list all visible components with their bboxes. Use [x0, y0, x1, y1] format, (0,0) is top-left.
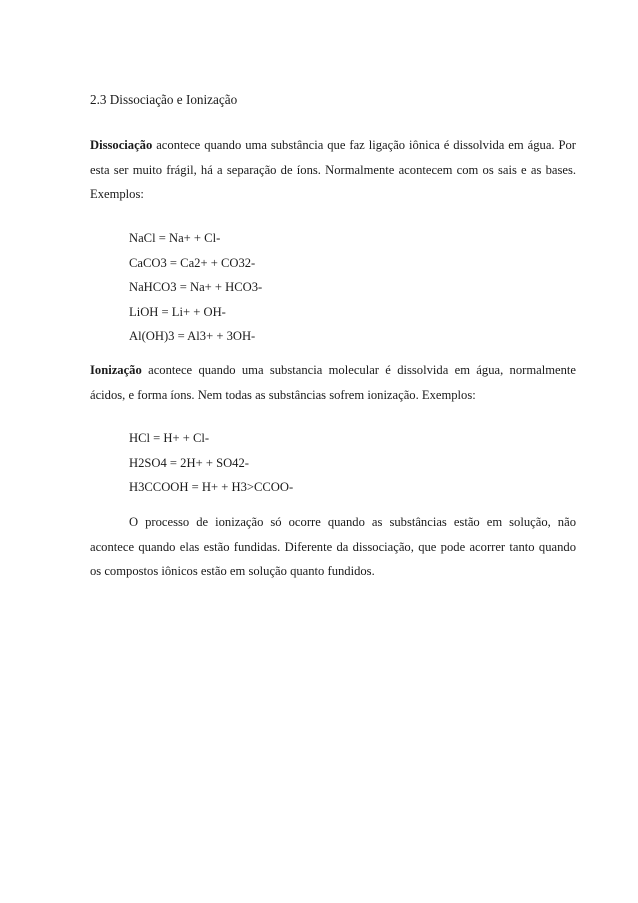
dissociacao-paragraph [90, 133, 576, 207]
ionizacao-text: acontece quando uma substancia molecular é dissolvida em água, normalmente ácidos, e forma íons. Nem todas as substâncias sofrem ionização. Exemplos: [90, 363, 576, 402]
ionizacao-examples [129, 426, 293, 500]
dissociacao-term: Dissociação [90, 138, 153, 152]
formula-line: NaCl = Na+ + Cl- [129, 231, 221, 245]
conclusion-paragraph: O processo de ionização só ocorre quando as substâncias estão em solução, não acontece quando elas estão fundidas. Diferente da dissociação, que pode acorrer tanto quando os compostos iônicos estão em solução quanto fundidos. [90, 515, 576, 578]
formula-line: H3CCOOH = H+ + H3>CCOO- [129, 480, 294, 494]
ionizacao-paragraph [90, 358, 576, 407]
ionizacao-term: Ionização [90, 363, 142, 377]
dissociacao-text: acontece quando uma substância que faz ligação iônica é dissolvida em água. Por esta ser muito frágil, há a separação de íons. Normalmente acontecem com os sais e as bases. Exemplos: [90, 138, 576, 201]
formula-line: LiOH = Li+ + OH- [129, 304, 226, 319]
section-title: 2.3 Dissociação e Ionização [90, 92, 238, 107]
formula-line: Al(OH)3 = Al3+ + 3OH- [129, 329, 256, 343]
formula-line: NaHCO3 = Na+ + HCO3- [129, 280, 263, 294]
formula-line: CaCO3 = Ca2+ + CO32- [129, 255, 256, 270]
dissociacao-examples [129, 226, 262, 349]
formula-line: HCl = H+ + Cl- [129, 431, 210, 445]
formula-line: H2SO4 = 2H+ + SO42- [129, 455, 249, 470]
